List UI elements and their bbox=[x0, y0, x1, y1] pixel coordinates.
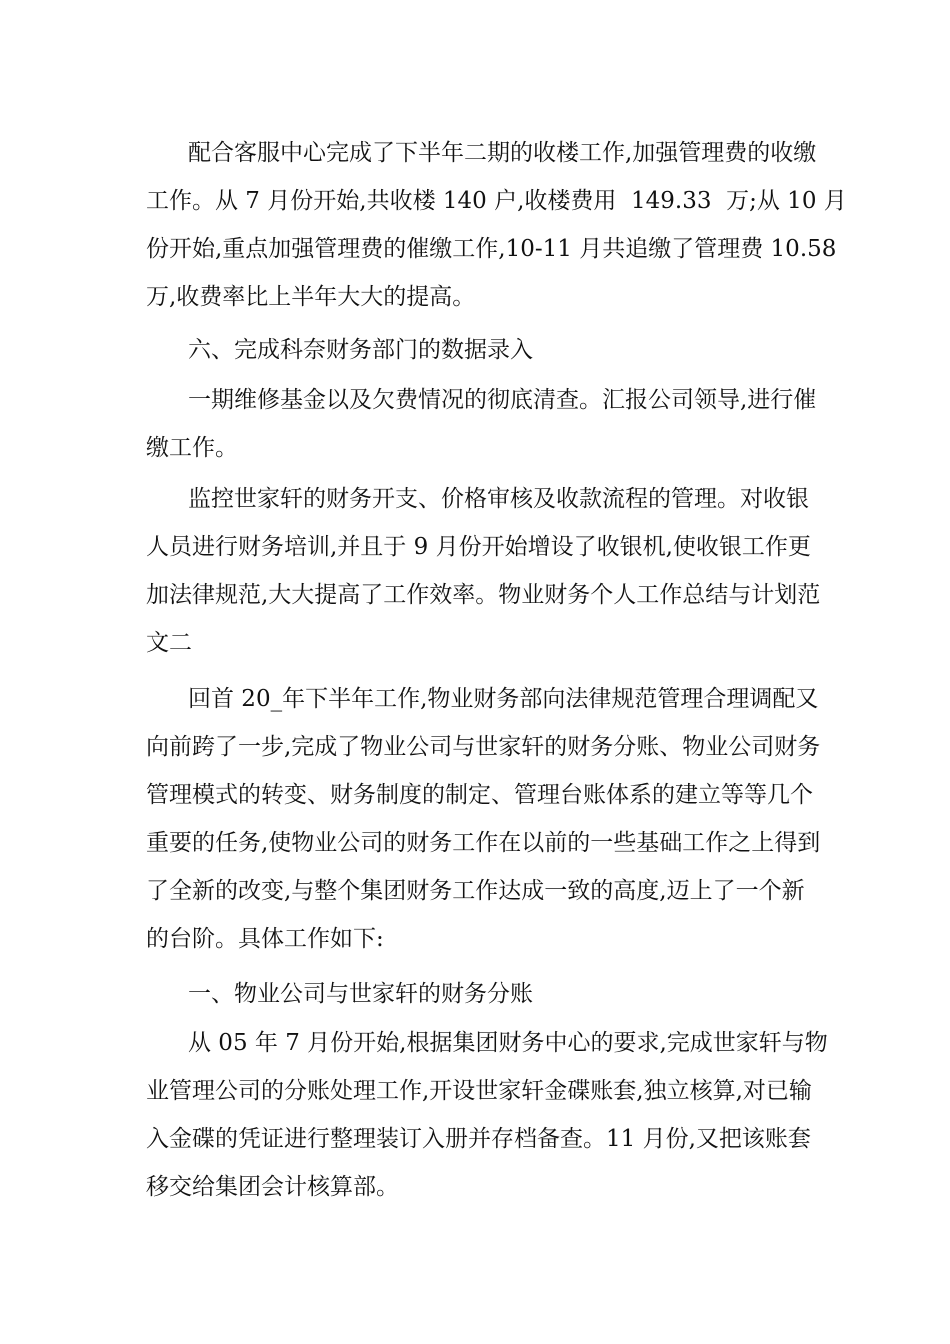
paragraph-5-line-1: 从 05 年 7 月份开始,根据集团财务中心的要求,完成世家轩与物 bbox=[188, 1030, 828, 1056]
paragraph-1-line-3: 份开始,重点加强管理费的催缴工作,10-11 月共追缴了管理费 10.58 bbox=[146, 236, 837, 262]
paragraph-1-line-2: 工作。从 7 月份开始,共收楼 140 户,收楼费用 149.33 万;从 10 月 bbox=[146, 188, 847, 214]
paragraph-4-line-3: 管理模式的转变、财务制度的制定、管理台账体系的建立等等几个 bbox=[146, 782, 813, 808]
paragraph-5-line-2: 业管理公司的分账处理工作,开设世家轩金碟账套,独立核算,对已输 bbox=[146, 1078, 812, 1104]
paragraph-3-line-4: 文二 bbox=[146, 630, 192, 656]
paragraph-1-line-1: 配合客服中心完成了下半年二期的收楼工作,加强管理费的收缴 bbox=[188, 140, 817, 166]
paragraph-4-line-1: 回首 20_年下半年工作,物业财务部向法律规范管理合理调配又 bbox=[188, 686, 819, 712]
paragraph-2-line-1: 一期维修基金以及欠费情况的彻底清查。汇报公司领导,进行催 bbox=[188, 387, 817, 413]
paragraph-4-line-5: 了全新的改变,与整个集团财务工作达成一致的高度,迈上了一个新 bbox=[146, 878, 805, 904]
paragraph-2-line-2: 缴工作。 bbox=[146, 435, 238, 461]
paragraph-4-line-6: 的台阶。具体工作如下: bbox=[146, 926, 384, 952]
paragraph-3-line-1: 监控世家轩的财务开支、价格审核及收款流程的管理。对收银 bbox=[188, 486, 809, 512]
section-heading-1: 一、物业公司与世家轩的财务分账 bbox=[188, 981, 533, 1007]
paragraph-3-line-2: 人员进行财务培训,并且于 9 月份开始增设了收银机,使收银工作更 bbox=[146, 534, 811, 560]
paragraph-4-line-4: 重要的任务,使物业公司的财务工作在以前的一些基础工作之上得到 bbox=[146, 830, 821, 856]
paragraph-5-line-4: 移交给集团会计核算部。 bbox=[146, 1174, 399, 1200]
paragraph-4-line-2: 向前跨了一步,完成了物业公司与世家轩的财务分账、物业公司财务 bbox=[146, 734, 821, 760]
section-heading-6: 六、完成科奈财务部门的数据录入 bbox=[188, 337, 533, 363]
paragraph-1-line-4: 万,收费率比上半年大大的提高。 bbox=[146, 284, 476, 310]
paragraph-5-line-3: 入金碟的凭证进行整理装订入册并存档备查。11 月份,又把该账套 bbox=[146, 1126, 811, 1152]
paragraph-3-line-3: 加法律规范,大大提高了工作效率。物业财务个人工作总结与计划范 bbox=[146, 582, 821, 608]
